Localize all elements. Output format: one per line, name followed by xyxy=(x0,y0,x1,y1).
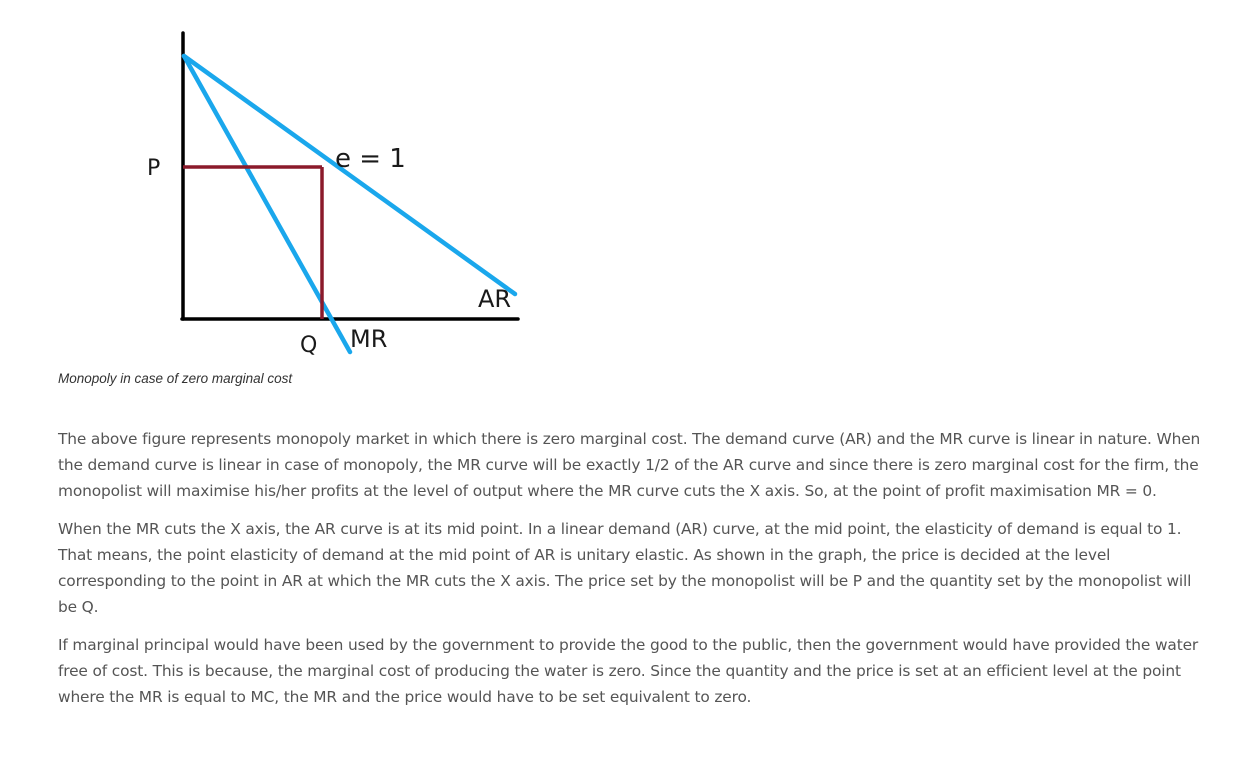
quantity-label: Q xyxy=(300,333,318,358)
mr-curve xyxy=(184,56,350,352)
ar-curve xyxy=(184,56,515,294)
price-label: P xyxy=(147,156,161,181)
paragraph-1: The above figure represents monopoly market in which there is zero marginal cost. The demand curve (AR) and the MR curve is linear in nature. When the demand curve is linear in case of monopoly, the MR curve will be exactly 1/2 of the AR curve and since there is zero marginal cost for the firm, the monopolist will maximise his/her profits at the level of output where the MR curve cuts the X axis. So, at the point of profit maximisation MR = 0. xyxy=(58,430,1201,500)
ar-label: AR xyxy=(478,285,512,313)
mr-label: MR xyxy=(350,325,388,353)
paragraph-2: When the MR cuts the X axis, the AR curve is at its mid point. In a linear demand (AR) curve, at the mid point, the elasticity of demand is equal to 1. That means, the point elasticity of demand at the mid point of AR is unitary elastic. As shown in the graph, the price is decided at the level corresponding to the point in AR at which the MR cuts the X axis. The price set by the monopolist will be P and the quantity set by the monopolist will be Q. xyxy=(58,520,1192,616)
monopoly-diagram xyxy=(130,25,550,365)
figure-caption: Monopoly in case of zero marginal cost xyxy=(58,371,293,386)
paragraph-3: If marginal principal would have been used by the government to provide the good to the public, then the government would have provided the water free of cost. This is because, the marginal cost of producing the water is zero. Since the quantity and the price is set at an efficient level at the point where the MR is equal to MC, the MR and the price would have to be set equivalent to zero. xyxy=(58,636,1199,706)
elasticity-label: e = 1 xyxy=(335,144,406,174)
diagram-canvas xyxy=(130,25,550,365)
article-body xyxy=(58,426,1208,722)
